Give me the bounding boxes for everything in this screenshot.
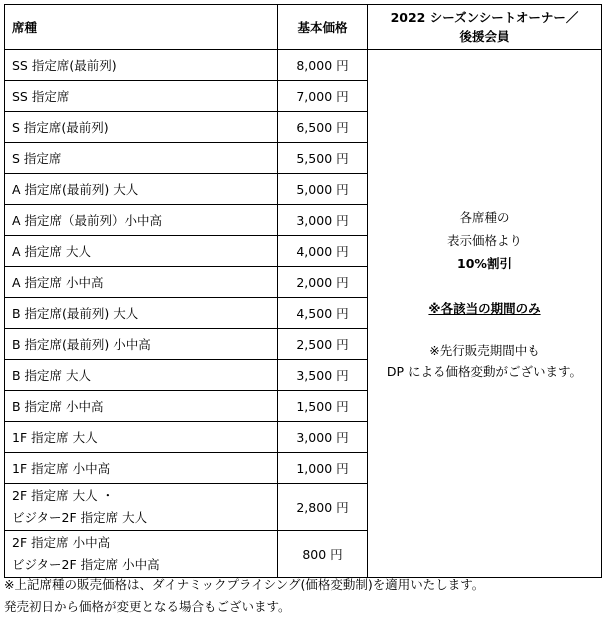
- seat-name: [5, 205, 278, 236]
- member-discount-cell: [368, 50, 602, 578]
- seat-name-line: 2F 指定席 大人 ・: [12, 488, 115, 503]
- seat-name: [5, 484, 278, 531]
- member-line2: 表示価格より: [446, 232, 522, 248]
- header-member: [368, 5, 602, 50]
- footnote-dynamic-pricing: ※上記席種の販売価格は、ダイナミックプライシング(価格変動制)を適用いたします。: [4, 577, 485, 592]
- seat-name: [5, 329, 278, 360]
- seat-name-line: 1F 指定席 大人: [12, 430, 98, 445]
- gap: [368, 275, 601, 297]
- seat-name: [5, 453, 278, 484]
- member-period: [368, 297, 601, 320]
- seat-name-line: A 指定席 大人: [12, 244, 91, 259]
- seat-name-line: A 指定席（最前列）小中高: [12, 213, 163, 228]
- base-price: 800 円: [278, 531, 368, 578]
- seat-name-line: B 指定席(最前列) 小中高: [12, 337, 151, 352]
- base-price: 4,000 円: [278, 236, 368, 267]
- gap: [368, 320, 601, 340]
- base-price: 8,000 円: [278, 50, 368, 81]
- member-note1: ※先行販売期間中も: [429, 342, 540, 358]
- base-price: 3,000 円: [278, 422, 368, 453]
- price-table: [4, 4, 602, 578]
- spacer: [368, 382, 601, 422]
- seat-name-line: B 指定席 大人: [12, 368, 92, 383]
- seat-name-line: SS 指定席(最前列): [12, 58, 117, 73]
- member-discount: 10%割引: [457, 255, 512, 271]
- base-price: 3,000 円: [278, 205, 368, 236]
- seat-name-line: ビジター2F 指定席 小中高: [12, 557, 160, 572]
- header-seat: 席種: [5, 5, 278, 50]
- base-price: 1,500 円: [278, 391, 368, 422]
- base-price: 7,000 円: [278, 81, 368, 112]
- member-period-text: ※各該当の期間のみ: [428, 300, 541, 316]
- table-header-row: [5, 5, 602, 50]
- footnote-price-change: 発売初日から価格が変更となる場合もございます。: [4, 599, 291, 614]
- seat-name-line: S 指定席: [12, 151, 62, 166]
- base-price: 6,500 円: [278, 112, 368, 143]
- seat-name: [5, 391, 278, 422]
- member-note2: DP による価格変動がございます。: [386, 363, 583, 379]
- member-line1: 各席種の: [459, 209, 510, 225]
- header-price: 基本価格: [278, 5, 368, 50]
- table-row: [5, 50, 602, 81]
- header-member-line1: 2022 シーズンシートオーナー／: [390, 10, 579, 25]
- seat-name-line: A 指定席 小中高: [12, 275, 104, 290]
- seat-name-line: 2F 指定席 小中高: [12, 535, 111, 550]
- seat-name-line: 1F 指定席 小中高: [12, 461, 111, 476]
- base-price: 4,500 円: [278, 298, 368, 329]
- seat-name: [5, 81, 278, 112]
- base-price: 5,500 円: [278, 143, 368, 174]
- seat-name: [5, 236, 278, 267]
- seat-name-line: ビジター2F 指定席 大人: [12, 510, 148, 525]
- base-price: 1,000 円: [278, 453, 368, 484]
- seat-name: [5, 174, 278, 205]
- seat-name-line: B 指定席(最前列) 大人: [12, 306, 139, 321]
- base-price: 2,800 円: [278, 484, 368, 531]
- seat-name-line: S 指定席(最前列): [12, 120, 109, 135]
- base-price: 2,000 円: [278, 267, 368, 298]
- seat-name-line: A 指定席(最前列) 大人: [12, 182, 139, 197]
- seat-name: [5, 298, 278, 329]
- seat-name: [5, 112, 278, 143]
- seat-name: [5, 360, 278, 391]
- seat-name: [5, 531, 278, 578]
- base-price: 2,500 円: [278, 329, 368, 360]
- seat-name: [5, 267, 278, 298]
- base-price: 5,000 円: [278, 174, 368, 205]
- base-price: 3,500 円: [278, 360, 368, 391]
- seat-name-line: SS 指定席: [12, 89, 70, 104]
- seat-name: [5, 50, 278, 81]
- seat-name: [5, 143, 278, 174]
- seat-name-line: B 指定席 小中高: [12, 399, 104, 414]
- header-member-line2: 後援会員: [459, 29, 510, 44]
- seat-name: [5, 422, 278, 453]
